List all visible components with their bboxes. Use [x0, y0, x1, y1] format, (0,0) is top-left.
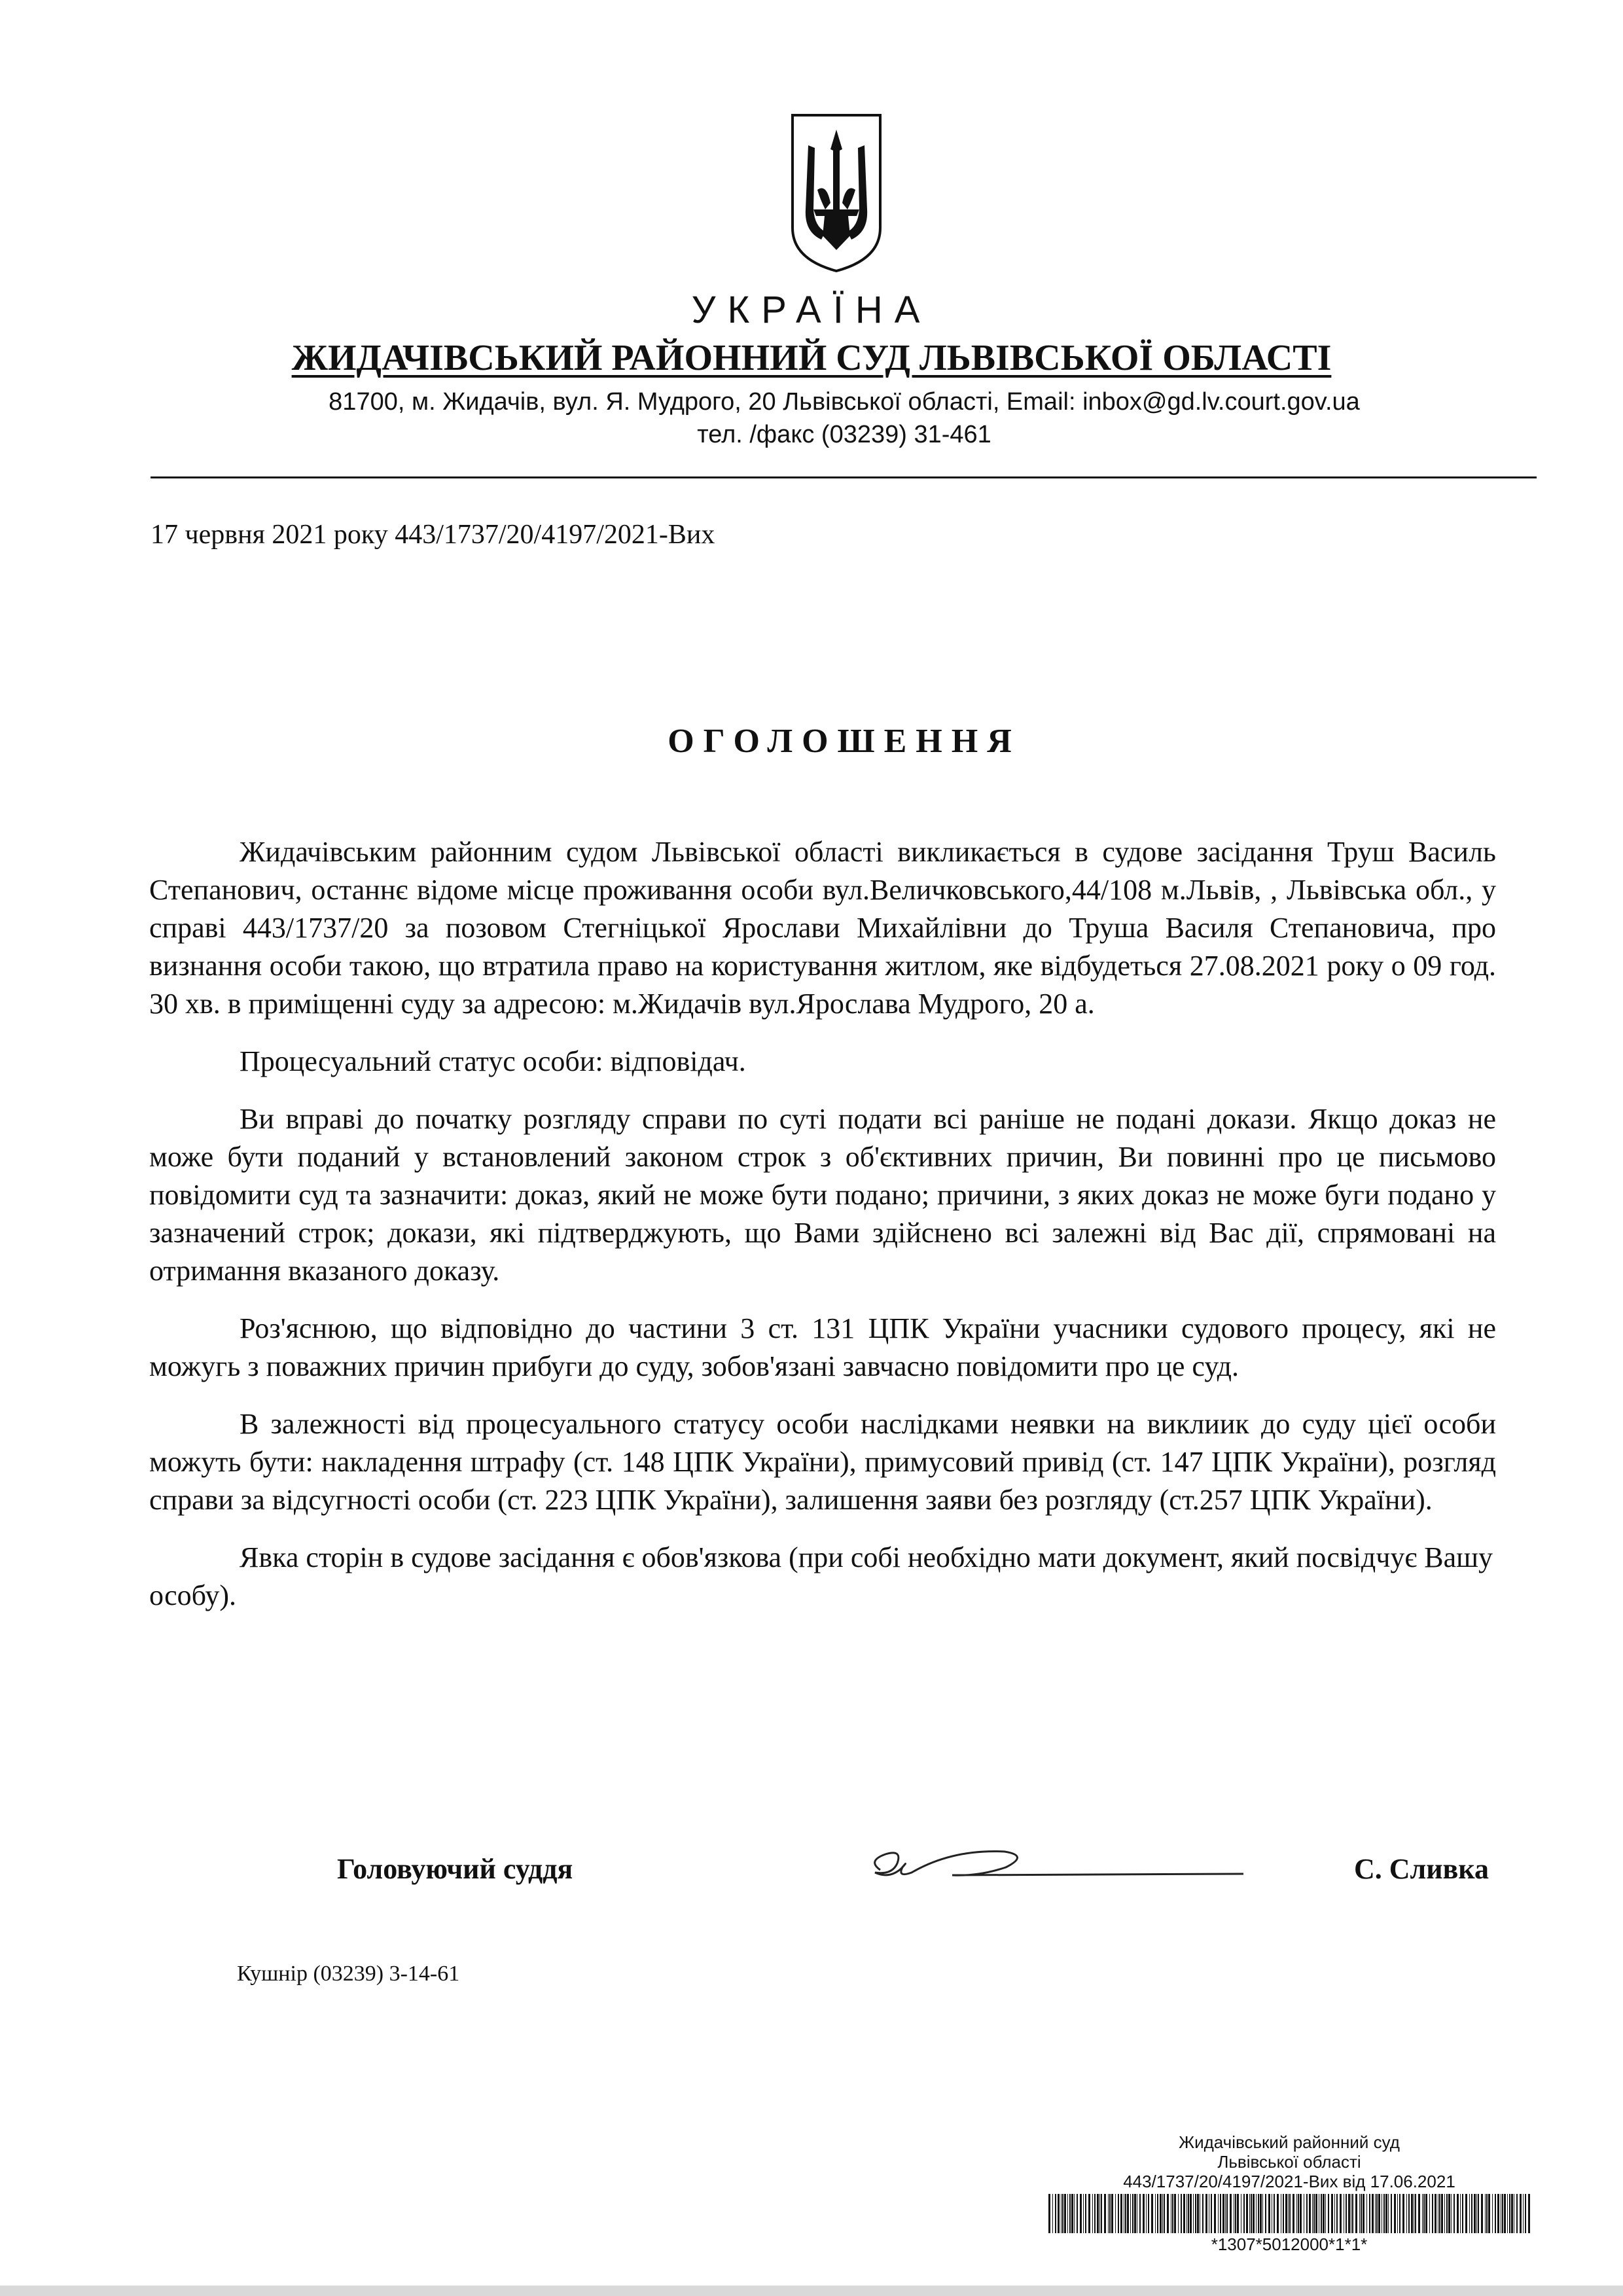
- paragraph-status: Процесуальний статус особи: відповідач.: [240, 1045, 746, 1077]
- court-name-heading: ЖИДАЧІВСЬКИЙ РАЙОННИЙ СУД ЛЬВІВСЬКОЇ ОБЛАСТІ: [291, 338, 1332, 378]
- document-body: [149, 833, 1496, 1634]
- trident-coat-of-arms-icon: [787, 111, 885, 275]
- court-address: 81700, м. Жидачів, вул. Я. Мудрого, 20 Львівської області, Email: inbox@gd.lv.court.gov.ua: [329, 388, 1360, 416]
- paragraph-consequences: В залежності від процесуального статусу особи наслідками неявки на виклиик до суду цієї особи можуть бути: накладення штрафу (ст. 148 ЦПК України), примусовий привід (ст. 147 ЦПК України), розгляд справи за відсугності особи (ст. 223 ЦПК України), залишення заяви без розгляду (ст.257 ЦПК України).: [149, 1408, 1496, 1516]
- registration-stamp: [1047, 2132, 1531, 2254]
- signatory-role: Головуючий суддя: [337, 1853, 573, 1885]
- paragraph-summons: Жидачівським районним судом Львівської області викликається в судове засідання Труш Василь Степанович, останнє відоме місце проживання особи вул.Величковського,44/108 м.Львів, , Львівська обл., у справі 443/1737/20 за позовом Стегніцької Ярослави Михайлівни до Труша Василя Степановича, про визнання особи такою, що втратила право на користування житлом, яке відбудеться 27.08.2021 року о 09 год. 30 хв. в приміщенні суду за адресою: м.Жидачів вул.Ярослава Мудрого, 20 а.: [149, 836, 1496, 1020]
- signatory-name: С. Сливка: [1353, 1853, 1489, 1885]
- date-and-reference: 17 червня 2021 року 443/1737/20/4197/2021-Вих: [151, 520, 715, 550]
- page-bottom-edge: [0, 2286, 1623, 2296]
- barcode: [1047, 2194, 1531, 2233]
- document-title: ОГОЛОШЕННЯ: [668, 723, 1021, 760]
- paragraph-attendance: Явка сторін в судове засідання є обов'язкова (при собі необхідно мати документ, який посвідчує Вашу особу).: [149, 1541, 1493, 1611]
- paragraph-explanation: Роз'яснюю, що відповідно до частини 3 ст. 131 ЦПК України учасники судового процесу, які не можугь з поважних причин прибуги до суду, зобов'язані завчасно повідомити про це суд.: [149, 1312, 1496, 1382]
- stamp-court-name: Жидачівський районний суд: [1179, 2132, 1400, 2152]
- header-divider: [151, 476, 1537, 478]
- court-phone: тел. /факс (03239) 31-461: [697, 421, 991, 448]
- stamp-reference: 443/1737/20/4197/2021-Вих від 17.06.2021: [1123, 2172, 1455, 2191]
- handwritten-signature: [854, 1829, 1247, 1895]
- barcode-number: *1307*5012000*1*1*: [1211, 2234, 1368, 2254]
- stamp-region: Львівської області: [1217, 2152, 1361, 2172]
- paragraph-evidence: Ви вправі до початку розгляду справи по суті подати всі раніше не подані докази. Якщо доказ не може бути поданий у встановлений законом строк з об'єктивних причин, Ви повинні про це письмово повідомити суд та зазначити: доказ, який не може бути подано; причини, з яких доказ не може буги подано у зазначений строк; докази, які підтверджують, що Вами здійснено всі залежні від Вас дії, спрямовані на отримання вказаного доказу.: [149, 1103, 1496, 1287]
- country-heading: УКРАЇНА: [691, 289, 932, 331]
- executor-contact: Кушнір (03239) 3-14-61: [237, 1962, 460, 1986]
